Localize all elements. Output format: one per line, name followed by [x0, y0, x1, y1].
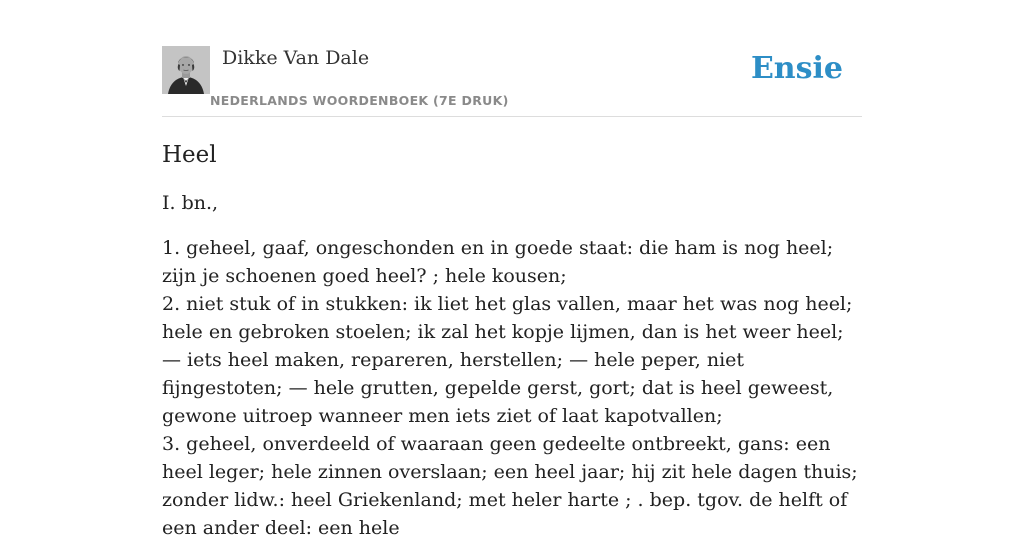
definition-sense-2: 2. niet stuk of in stukken: ik liet het glas vallen, maar het was nog heel; hele en gebroken stoelen; ik zal het kopje lijmen, dan is het weer heel; — iets heel maken, repareren, herstellen; — hele peper, niet fijngestoten; — hele grutten, gepelde gerst, gort; dat is heel geweest, gewone uitroep wanneer men iets ziet of laat kapotvallen;: [162, 293, 853, 427]
definition-sense-3: 3. geheel, onverdeeld of waaraan geen gedeelte ontbreekt, gans: een heel leger; hele zinnen overslaan; een heel jaar; hij zit hele dagen thuis; zonder lidw.: heel Griekenland; met heler harte ; . bep. tgov. de helft of een ander deel: een hele: [162, 433, 858, 539]
definition-sense-1: 1. geheel, gaaf, ongeschonden en in goede staat: die ham is nog heel; zijn je schoenen goed heel? ; hele kousen;: [162, 237, 834, 287]
portrait-icon: [162, 46, 210, 94]
entry-content: [162, 138, 862, 542]
brand-logo[interactable]: Ensie: [750, 51, 843, 86]
definition-body: [162, 234, 862, 542]
source-label[interactable]: NEDERLANDS WOORDENBOEK (7E DRUK): [210, 93, 509, 108]
author-name[interactable]: Dikke Van Dale: [222, 47, 370, 69]
header: [162, 46, 862, 117]
avatar[interactable]: [162, 46, 210, 94]
part-of-speech: I. bn.,: [162, 192, 219, 214]
entry-title: Heel: [162, 142, 217, 168]
